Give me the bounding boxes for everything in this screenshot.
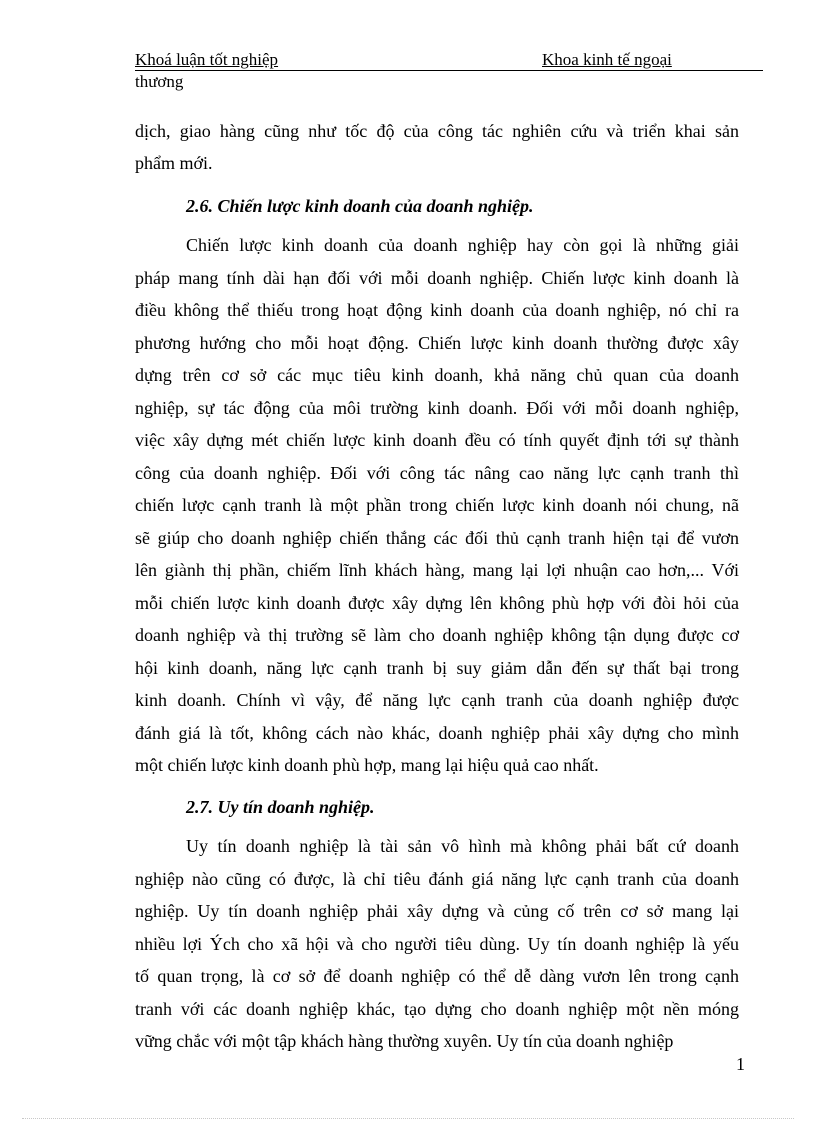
paragraph-line: việc xây dựng mét chiến lược kinh doanh đều có tính quyết định tới sự thành xyxy=(135,430,739,450)
paragraph-line: hội kinh doanh, năng lực cạnh tranh bị suy giảm dẫn đến sự thất bại trong xyxy=(135,658,739,678)
paragraph-line: vững chắc với một tập khách hàng thường xuyên. Uy tín của doanh nghiệp xyxy=(135,1031,674,1051)
paragraph-line: lên giành thị phần, chiếm lĩnh khách hàng, mang lại lợi nhuận cao hơn,... Với xyxy=(135,560,739,580)
paragraph-line: tố quan trọng, là cơ sở để doanh nghiệp có thể dễ dàng vươn lên trong cạnh xyxy=(135,966,739,986)
paragraph-line: mỗi chiến lược kinh doanh được xây dựng lên không phù hợp với đòi hỏi của xyxy=(135,593,739,613)
header-wrap-text: thương xyxy=(135,72,184,91)
header-right-text: Khoa kinh tế ngoại xyxy=(542,50,672,69)
header-left-text: Khoá luận tốt nghiệp xyxy=(135,50,279,69)
paragraph-line: Uy tín doanh nghiệp là tài sản vô hình mà không phải bất cứ doanh xyxy=(186,836,739,856)
paragraph-line: Chiến lược kinh doanh của doanh nghiệp hay còn gọi là những giải xyxy=(186,235,739,255)
paragraph-line: đánh giá là tốt, không cách nào khác, doanh nghiệp phải xây dựng cho mình xyxy=(135,723,739,743)
paragraph-line: một chiến lược kinh doanh phù hợp, mang lại hiệu quả cao nhất. xyxy=(135,755,599,775)
paragraph-line: doanh nghiệp và thị trường sẽ làm cho doanh nghiệp không tận dụng được cơ xyxy=(135,625,739,645)
paragraph-line: nghiệp. Uy tín doanh nghiệp phải xây dựng và củng cố trên cơ sở mang lại xyxy=(135,901,739,921)
intro-line: phẩm mới. xyxy=(135,153,213,173)
header-rule xyxy=(135,70,763,71)
paragraph-line: phương hướng cho mỗi hoạt động. Chiến lược kinh doanh thường được xây xyxy=(135,333,739,353)
section-heading-2-7: 2.7. Uy tín doanh nghiệp. xyxy=(186,797,375,817)
page-number: 1 xyxy=(736,1054,745,1074)
paragraph-line: công của doanh nghiệp. Đối với công tác nâng cao năng lực cạnh tranh thì xyxy=(135,463,739,483)
paragraph-line: tranh với các doanh nghiệp khác, tạo dựng cho doanh nghiệp một nền móng xyxy=(135,999,739,1019)
page-bottom-divider xyxy=(22,1118,794,1119)
paragraph-line: pháp mang tính dài hạn đối với mỗi doanh nghiệp. Chiến lược kinh doanh là xyxy=(135,268,739,288)
paragraph-line: kinh doanh. Chính vì vậy, để năng lực cạnh tranh của doanh nghiệp được xyxy=(135,690,739,710)
intro-line: dịch, giao hàng cũng như tốc độ của công tác nghiên cứu và triển khai sản xyxy=(135,121,739,141)
paragraph-line: nhiều lợi Ých cho xã hội và cho người tiêu dùng. Uy tín doanh nghiệp là yếu xyxy=(135,934,739,954)
paragraph-line: dựng trên cơ sở các mục tiêu kinh doanh, khả năng chủ quan của doanh xyxy=(135,365,739,385)
paragraph-line: chiến lược cạnh tranh là một phần trong chiến lược kinh doanh nói chung, nã xyxy=(135,495,739,515)
paragraph-line: điều không thể thiếu trong hoạt động kinh doanh của doanh nghiệp, nó chỉ ra xyxy=(135,300,739,320)
paragraph-line: nghiệp, sự tác động của môi trường kinh doanh. Đối với mỗi doanh nghiệp, xyxy=(135,398,739,418)
paragraph-line: sẽ giúp cho doanh nghiệp chiến thắng các đối thủ cạnh tranh hiện tại để vươn xyxy=(135,528,739,548)
section-heading-2-6: 2.6. Chiến lược kinh doanh của doanh nghiệp. xyxy=(186,196,534,216)
paragraph-line: nghiệp nào cũng có được, là chỉ tiêu đánh giá năng lực cạnh tranh của doanh xyxy=(135,869,739,889)
